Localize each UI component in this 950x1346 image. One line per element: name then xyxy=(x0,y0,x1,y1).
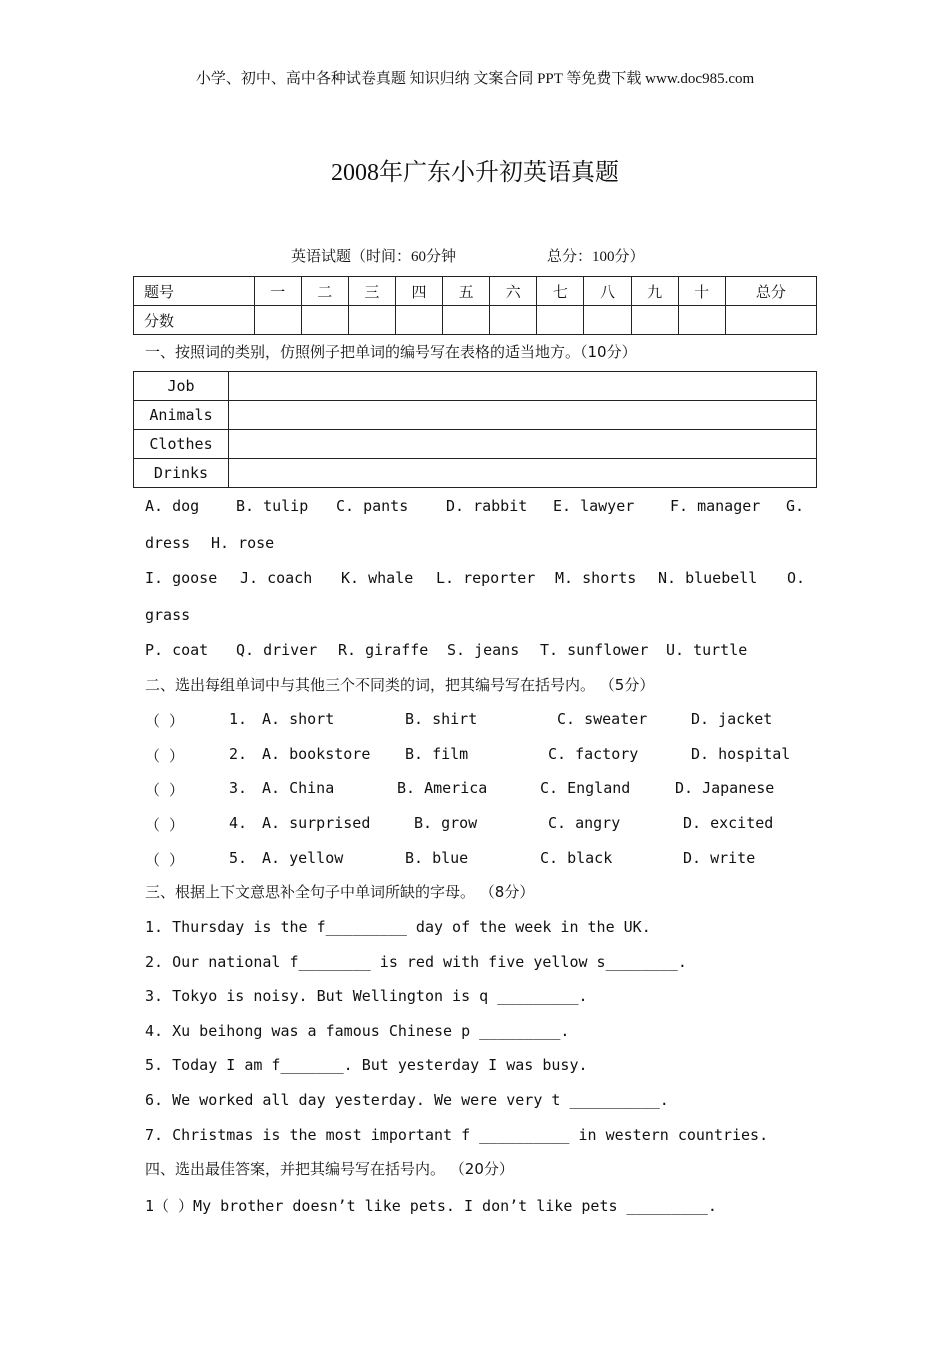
score-cell[interactable] xyxy=(631,306,678,335)
word-option: T. sunflower xyxy=(540,641,649,659)
choice-a: A. yellow xyxy=(262,849,344,867)
score-cell[interactable] xyxy=(395,306,442,335)
section2-heading: 二、选出每组单词中与其他三个不同类的词，把其编号写在括号内。 （5分） xyxy=(145,676,655,694)
question-number: 5. xyxy=(229,849,248,867)
score-cell[interactable] xyxy=(725,306,816,335)
word-option: B. tulip xyxy=(236,497,309,515)
choice-d: D. jacket xyxy=(691,710,773,728)
score-header-cell: 六 xyxy=(490,277,537,306)
category-row xyxy=(134,459,817,488)
category-answer-cell[interactable] xyxy=(229,459,817,488)
score-header-cell: 题号 xyxy=(134,277,255,306)
section1-heading: 一、按照词的类别，仿照例子把单词的编号写在表格的适当地方。（10分） xyxy=(145,343,637,361)
fill-in-sentence: 4. Xu beihong was a famous Chinese p _________. xyxy=(145,1022,570,1040)
choice-a: A. China xyxy=(262,779,335,797)
choice-b: B. shirt xyxy=(405,710,478,728)
score-header-cell: 八 xyxy=(584,277,631,306)
choice-b: B. grow xyxy=(414,814,478,832)
score-header-cell: 五 xyxy=(443,277,490,306)
score-table-header-row xyxy=(134,277,817,306)
score-header-cell: 总分 xyxy=(725,277,816,306)
category-answer-cell[interactable] xyxy=(229,430,817,459)
score-cell[interactable] xyxy=(678,306,725,335)
choice-c: C. factory xyxy=(548,745,639,763)
word-option: G. xyxy=(786,497,805,515)
score-header-cell: 三 xyxy=(348,277,395,306)
score-header-cell: 十 xyxy=(678,277,725,306)
score-header-cell: 二 xyxy=(301,277,348,306)
score-row-label: 分数 xyxy=(134,306,255,335)
word-option: E. lawyer xyxy=(553,497,635,515)
category-table xyxy=(133,371,817,488)
score-cell[interactable] xyxy=(443,306,490,335)
choice-c: C. England xyxy=(540,779,631,797)
word-option: C. pants xyxy=(336,497,409,515)
category-label: Drinks xyxy=(134,459,229,488)
category-row xyxy=(134,401,817,430)
fill-in-sentence: 3. Tokyo is noisy. But Wellington is q _________. xyxy=(145,987,588,1005)
choice-a: A. surprised xyxy=(262,814,371,832)
answer-parentheses[interactable]: （ ） xyxy=(145,712,185,730)
word-option: F. manager xyxy=(670,497,761,515)
answer-parentheses[interactable]: （ ） xyxy=(145,747,185,765)
question-number: 2. xyxy=(229,745,248,763)
score-header-cell: 四 xyxy=(395,277,442,306)
score-table xyxy=(133,276,817,335)
fill-in-sentence: 2. Our national f________ is red with five yellow s________. xyxy=(145,953,687,971)
word-option: L. reporter xyxy=(436,569,536,587)
score-cell[interactable] xyxy=(301,306,348,335)
category-label: Clothes xyxy=(134,430,229,459)
answer-parentheses[interactable]: （ ） xyxy=(145,851,185,869)
multiple-choice-question: 1（ ）My brother doesn’t like pets. I don’t like pets _________. xyxy=(145,1197,717,1215)
word-option: K. whale xyxy=(341,569,414,587)
word-option: Q. driver xyxy=(236,641,318,659)
fill-in-sentence: 6. We worked all day yesterday. We were very t __________. xyxy=(145,1091,669,1109)
choice-c: C. sweater xyxy=(557,710,648,728)
choice-d: D. excited xyxy=(683,814,774,832)
question-number: 3. xyxy=(229,779,248,797)
category-answer-cell[interactable] xyxy=(229,372,817,401)
word-option: S. jeans xyxy=(447,641,520,659)
section4-heading: 四、选出最佳答案，并把其编号写在括号内。 （20分） xyxy=(145,1160,514,1178)
fill-in-sentence: 7. Christmas is the most important f __________ in western countries. xyxy=(145,1126,769,1144)
score-cell[interactable] xyxy=(348,306,395,335)
choice-d: D. Japanese xyxy=(675,779,775,797)
choice-b: B. blue xyxy=(405,849,469,867)
word-option: N. bluebell xyxy=(658,569,758,587)
answer-parentheses[interactable]: （ ） xyxy=(145,781,185,799)
score-header-cell: 七 xyxy=(537,277,584,306)
answer-parentheses[interactable]: （ ） xyxy=(145,816,185,834)
category-label: Animals xyxy=(134,401,229,430)
score-table-score-row xyxy=(134,306,817,335)
word-option: R. giraffe xyxy=(338,641,429,659)
score-cell[interactable] xyxy=(584,306,631,335)
category-row xyxy=(134,372,817,401)
word-option: dress xyxy=(145,534,191,552)
page-header: 小学、初中、高中各种试卷真题 知识归纳 文案合同 PPT 等免费下载 www.doc985.com xyxy=(195,71,755,87)
word-option: A. dog xyxy=(145,497,200,515)
choice-b: B. film xyxy=(405,745,469,763)
fill-in-sentence: 5. Today I am f_______. But yesterday I was busy. xyxy=(145,1056,588,1074)
section3-heading: 三、根据上下文意思补全句子中单词所缺的字母。 （8分） xyxy=(145,883,535,901)
score-header-cell: 九 xyxy=(631,277,678,306)
exam-info-total: 总分：100分） xyxy=(547,249,645,265)
choice-c: C. angry xyxy=(548,814,621,832)
word-option: I. goose xyxy=(145,569,218,587)
score-header-cell: 一 xyxy=(254,277,301,306)
word-option: U. turtle xyxy=(666,641,748,659)
category-answer-cell[interactable] xyxy=(229,401,817,430)
score-cell[interactable] xyxy=(254,306,301,335)
choice-a: A. short xyxy=(262,710,335,728)
word-option: grass xyxy=(145,606,191,624)
score-cell[interactable] xyxy=(537,306,584,335)
choice-d: D. hospital xyxy=(691,745,791,763)
word-option: J. coach xyxy=(240,569,313,587)
choice-c: C. black xyxy=(540,849,613,867)
word-option: M. shorts xyxy=(555,569,637,587)
word-option: P. coat xyxy=(145,641,209,659)
exam-info-time: 英语试题（时间：60分钟 xyxy=(291,249,457,265)
score-cell[interactable] xyxy=(490,306,537,335)
question-number: 1. xyxy=(229,710,248,728)
choice-d: D. write xyxy=(683,849,756,867)
category-row xyxy=(134,430,817,459)
page-title: 2008年广东小升初英语真题 xyxy=(331,160,619,186)
category-label: Job xyxy=(134,372,229,401)
word-option: O. xyxy=(787,569,806,587)
fill-in-sentence: 1. Thursday is the f_________ day of the week in the UK. xyxy=(145,918,651,936)
choice-b: B. America xyxy=(397,779,488,797)
question-number: 4. xyxy=(229,814,248,832)
word-option: D. rabbit xyxy=(446,497,528,515)
choice-a: A. bookstore xyxy=(262,745,371,763)
word-option: H. rose xyxy=(211,534,275,552)
